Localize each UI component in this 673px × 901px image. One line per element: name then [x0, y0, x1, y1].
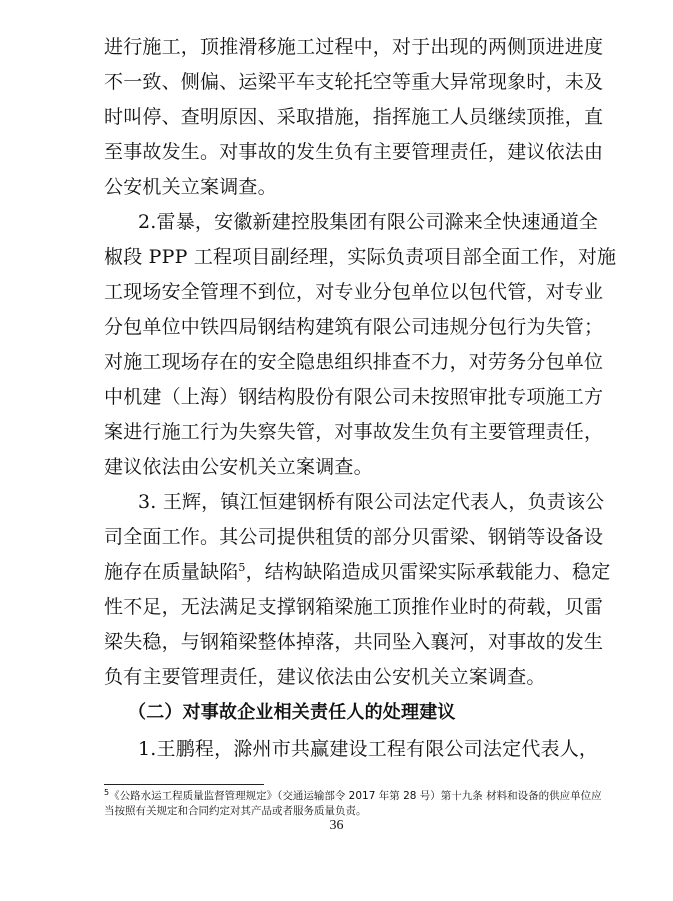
body-text: ，结构缺陷造成贝雷梁实际承载能力、稳定 [245, 561, 611, 583]
body-text: 施存在质量缺陷 [104, 561, 239, 583]
body-line: 对施工现场存在的安全隐患组织排查不力，对劳务分包单位 [104, 351, 604, 373]
body-line-with-footnote [104, 560, 611, 584]
footnote-text: 《公路水运工程质量监督管理规定》（交通运输部令 2017 年第 28 号）第十九条 材料和设备的供应单位应 [109, 790, 602, 802]
body-line: 性不足，无法满足支撑钢箱梁施工顶推作业时的荷载，贝雷 [104, 596, 604, 618]
body-line: 时叫停、查明原因、采取措施，指挥施工人员继续顶推，直 [104, 106, 604, 128]
footnote-marker: 5 [104, 788, 110, 797]
body-line: 椒段 PPP 工程项目副经理，实际负责项目部全面工作，对施 [104, 246, 617, 268]
footnote-ref[interactable]: 5 [238, 561, 246, 574]
body-line: 分包单位中铁四局钢结构建筑有限公司违规分包行为失管； [104, 316, 604, 338]
paragraph-start-line: 2.雷暴，安徽新建控股集团有限公司滁来全快速通道全 [138, 211, 599, 233]
body-line: 案进行施工行为失察失管，对事故发生负有主要管理责任， [104, 421, 604, 443]
footnote-line: 当按照有关规定和合同约定对其产品或者服务质量负责。 [104, 805, 367, 817]
footnote-line [104, 788, 602, 804]
body-line: 公安机关立案调查。 [104, 176, 277, 198]
body-line: 负有主要管理责任，建议依法由公安机关立案调查。 [104, 666, 546, 688]
section-heading: （二）对事故企业相关责任人的处理建议 [128, 702, 456, 723]
footnote-separator [104, 784, 264, 785]
body-line: 梁失稳，与钢箱梁整体掉落，共同坠入襄河，对事故的发生 [104, 631, 604, 653]
body-line: 工现场安全管理不到位，对专业分包单位以包代管，对专业 [104, 281, 604, 303]
body-line: 建议依法由公安机关立案调查。 [104, 456, 373, 478]
body-line: 不一致、侧偏、运梁平车支轮托空等重大异常现象时，未及 [104, 71, 604, 93]
page-number: 36 [329, 818, 344, 833]
body-line: 司全面工作。其公司提供租赁的部分贝雷梁、钢销等设备设 [104, 526, 604, 548]
body-line: 进行施工，顶推滑移施工过程中，对于出现的两侧顶进进度 [104, 36, 604, 58]
paragraph-start-line: 3. 王辉，镇江恒建钢桥有限公司法定代表人，负责该公 [138, 491, 605, 513]
body-line: 中机建（上海）钢结构股份有限公司未按照审批专项施工方 [104, 386, 604, 408]
body-line: 至事故发生。对事故的发生负有主要管理责任，建议依法由 [104, 141, 604, 163]
paragraph-start-line: 1.王鹏程，滁州市共赢建设工程有限公司法定代表人， [138, 738, 599, 760]
